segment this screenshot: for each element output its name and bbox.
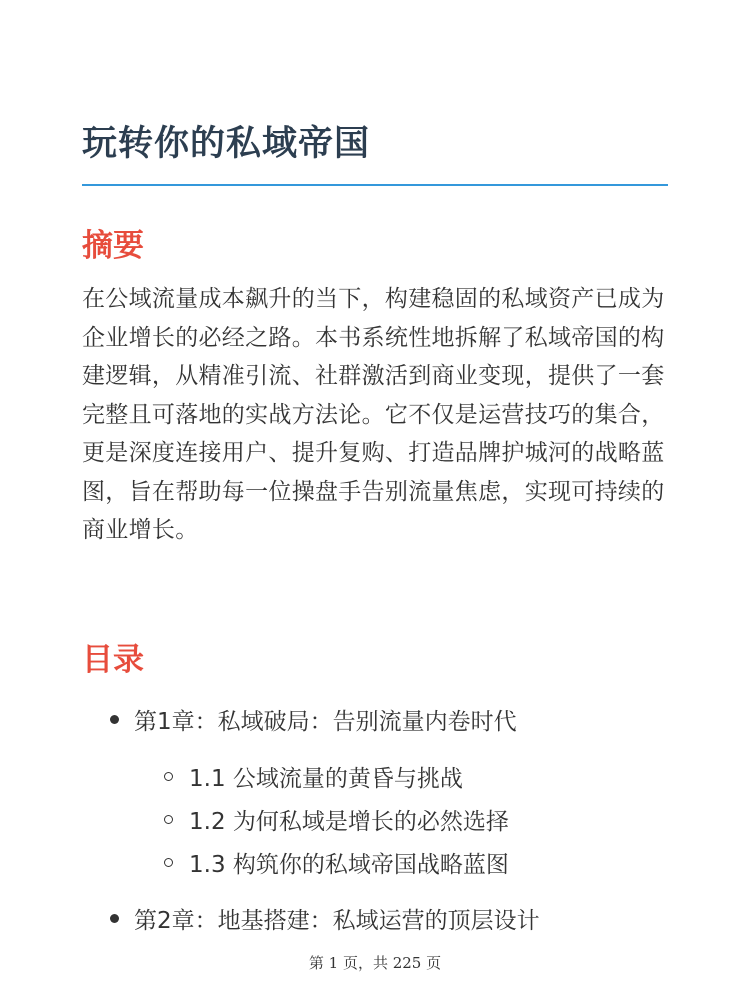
document-title: 玩转你的私域帝国 [82,124,371,164]
filled-bullet-icon [110,715,119,724]
toc-chapter-label: 第2章：地基搭建：私域运营的顶层设计 [134,908,540,934]
hollow-bullet-icon [164,815,173,824]
page-number-footer: 第 1 页，共 225 页 [308,954,442,972]
hollow-bullet-icon [164,772,173,781]
toc-chapter-1[interactable] [134,703,517,736]
toc-section-1-1[interactable] [189,760,463,793]
toc-heading: 目录 [82,642,144,678]
toc-chapter-2[interactable] [134,902,540,935]
toc-section-1-3[interactable] [189,846,509,879]
abstract-heading: 摘要 [82,228,144,264]
title-divider [82,184,668,186]
filled-bullet-icon [110,914,119,923]
toc-section-label: 1.1 公域流量的黄昏与挑战 [189,766,463,792]
abstract-text: 在公域流量成本飙升的当下，构建稳固的私域资产已成为企业增长的必经之路。本书系统性地拆解了私域帝国的构建逻辑，从精准引流、社群激活到商业变现，提供了一套完整且可落地的实战方法论。它不仅是运营技巧的集合，更是深度连接用户、提升复购、打造品牌护城河的战略蓝图，旨在帮助每一位操盘手告别流量焦虑，实现可持续的商业增长。 [82,286,665,543]
toc-section-label: 1.3 构筑你的私域帝国战略蓝图 [189,852,509,878]
toc-chapter-label: 第1章：私域破局：告别流量内卷时代 [134,709,517,735]
toc-section-label: 1.2 为何私域是增长的必然选择 [189,809,509,835]
toc-section-1-2[interactable] [189,803,509,836]
hollow-bullet-icon [164,858,173,867]
